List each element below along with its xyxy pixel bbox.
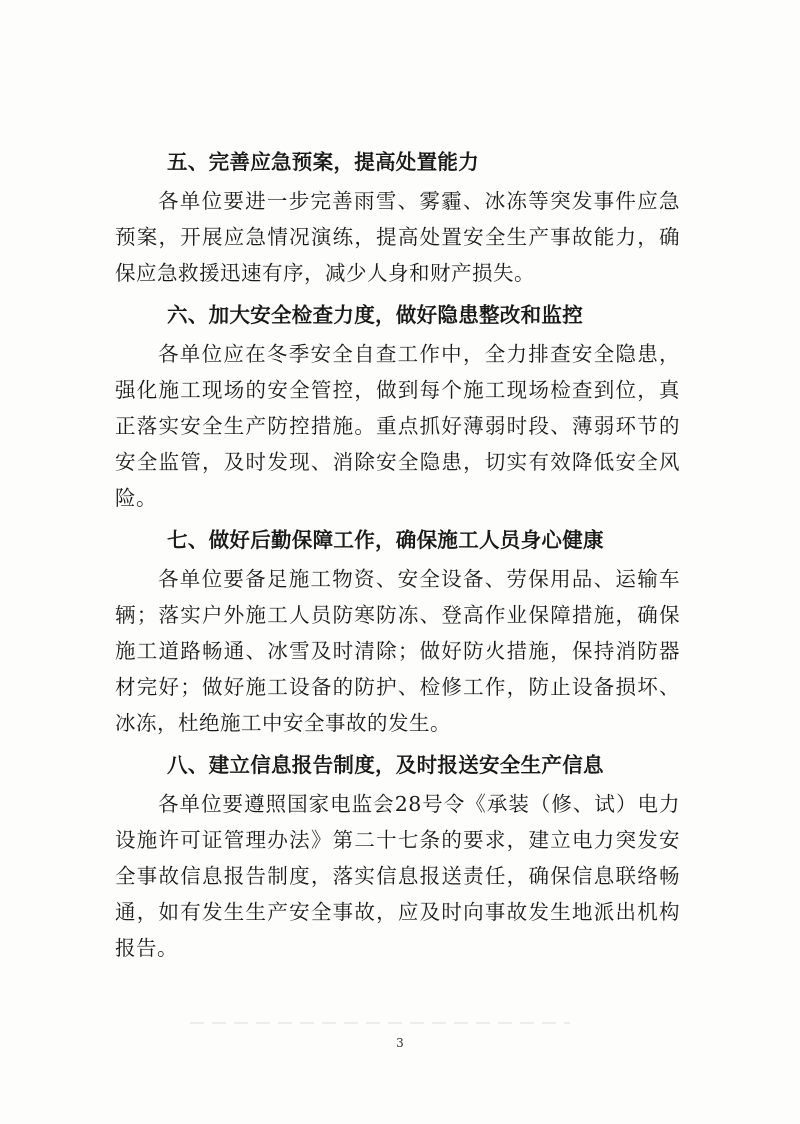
section-heading: 五、完善应急预案，提高处置能力 (167, 150, 479, 174)
scan-artifact-line (190, 1022, 570, 1024)
section-7 (115, 522, 680, 741)
section-heading: 七、做好后勤保障工作，确保施工人员身心健康 (167, 528, 604, 552)
section-paragraph: 各单位要遵照国家电监会28号令《承装（修、试）电力设施许可证管理办法》第二十七条的要求，建立电力突发安全事故信息报告制度，落实信息报送责任，确保信息联络畅通，如有发生生产安全事故，应及时向事故发生地派出机构报告。 (115, 792, 680, 960)
section-paragraph: 各单位要进一步完善雨雪、雾霾、冰冻等突发事件应急预案，开展应急情况演练，提高处置安全生产事故能力，确保应急救援迅速有序，减少人身和财产损失。 (115, 189, 680, 285)
section-paragraph: 各单位应在冬季安全自查工作中，全力排查安全隐患，强化施工现场的安全管控，做到每个施工现场检查到位，真正落实安全生产防控措施。重点抓好薄弱时段、薄弱环节的安全监管，及时发现、消除安全隐患，切实有效降低安全风险。 (115, 342, 680, 510)
section-8 (115, 747, 680, 966)
section-5 (115, 144, 680, 291)
page-number: 3 (396, 1036, 404, 1050)
section-6 (115, 297, 680, 516)
section-heading: 六、加大安全检查力度，做好隐患整改和监控 (167, 303, 583, 327)
document-body (115, 144, 680, 972)
section-paragraph: 各单位要备足施工物资、安全设备、劳保用品、运输车辆；落实户外施工人员防寒防冻、登高作业保障措施，确保施工道路畅通、冰雪及时清除；做好防火措施，保持消防器材完好；做好施工设备的防护、检修工作，防止设备损坏、冰冻，杜绝施工中安全事故的发生。 (115, 567, 680, 735)
section-heading: 八、建立信息报告制度，及时报送安全生产信息 (167, 753, 604, 777)
